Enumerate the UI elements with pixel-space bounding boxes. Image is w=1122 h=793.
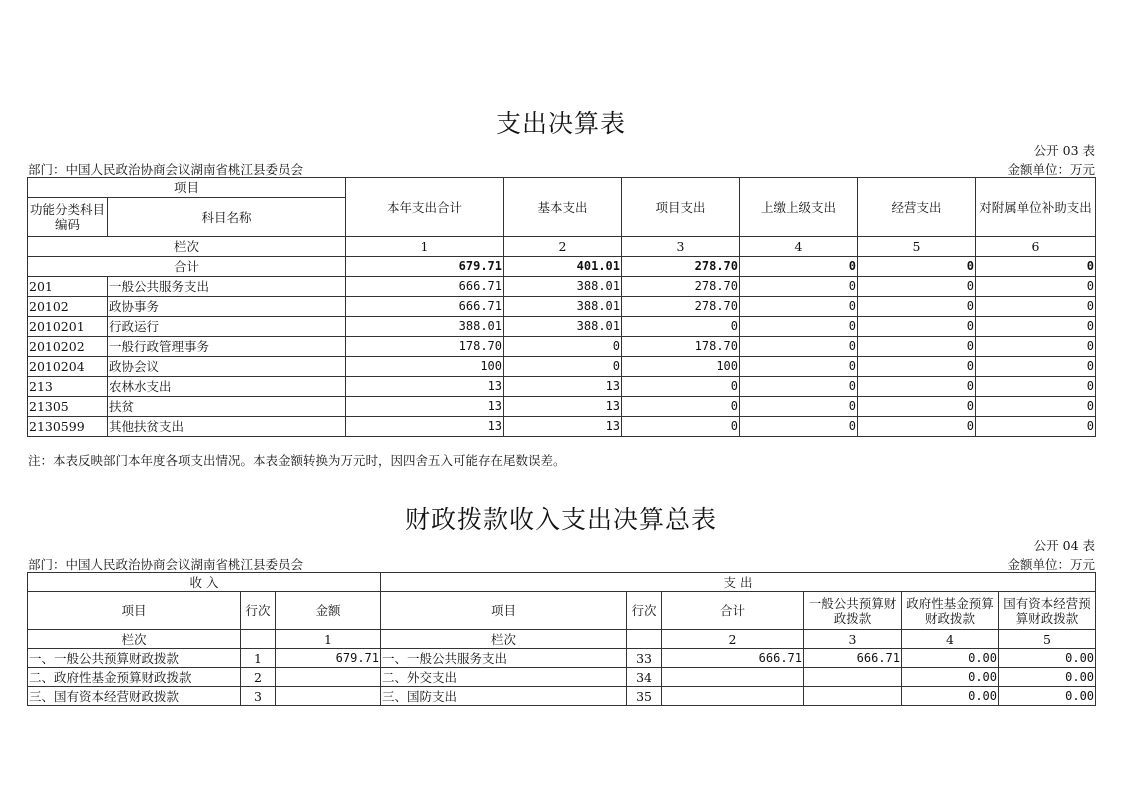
cell-value: 0 xyxy=(858,257,976,277)
income-line: 2 xyxy=(241,668,276,687)
cell-value: 0 xyxy=(740,317,858,337)
cell-value: 0 xyxy=(622,397,740,417)
header-subject-name: 科目名称 xyxy=(108,198,346,237)
header-state: 国有资本经营预算财政拨款 xyxy=(999,592,1096,630)
col-num: 5 xyxy=(858,237,976,257)
table2-department: 部门：中国人民政治协商会议湖南省桃江县委员会 xyxy=(28,557,304,572)
table1-body xyxy=(28,277,1096,437)
cell-value: 100 xyxy=(622,357,740,377)
col-num: 2 xyxy=(662,630,804,649)
func-code: 2130599 xyxy=(28,417,108,437)
expense-state: 0.00 xyxy=(999,687,1096,706)
cell-value: 278.70 xyxy=(622,257,740,277)
header-lanci: 栏次 xyxy=(28,237,346,257)
cell-value: 0 xyxy=(858,317,976,337)
cell-value: 679.71 xyxy=(346,257,504,277)
cell-value: 0 xyxy=(740,377,858,397)
expense-general: 666.71 xyxy=(804,649,902,668)
expense-total xyxy=(662,668,804,687)
cell-value: 0 xyxy=(740,417,858,437)
table2-code: 公开 04 表 xyxy=(1033,538,1095,553)
cell-value: 388.01 xyxy=(346,317,504,337)
header-item: 项目 xyxy=(28,178,346,198)
table-row xyxy=(28,357,1096,377)
cell-value: 0 xyxy=(976,317,1096,337)
cell-value: 388.01 xyxy=(504,297,622,317)
func-code: 2010202 xyxy=(28,337,108,357)
table2-title: 财政拨款收入支出决算总表 xyxy=(404,505,717,534)
cell-value: 13 xyxy=(504,377,622,397)
cell-value: 666.71 xyxy=(346,297,504,317)
table-row xyxy=(28,377,1096,397)
cell-value: 0 xyxy=(622,317,740,337)
expense-line: 33 xyxy=(627,649,662,668)
table1-unit: 金额单位：万元 xyxy=(1007,162,1095,177)
func-code: 2010201 xyxy=(28,317,108,337)
cell-value: 13 xyxy=(346,417,504,437)
header-expense: 支 出 xyxy=(381,573,1096,592)
cell-value: 0 xyxy=(976,297,1096,317)
header-fund: 政府性基金预算财政拨款 xyxy=(902,592,999,630)
header-subsidy: 对附属单位补助支出 xyxy=(976,178,1096,237)
subject-name: 扶贫 xyxy=(108,397,346,417)
cell-value: 0 xyxy=(858,297,976,317)
cell-value: 0 xyxy=(740,397,858,417)
func-code: 20102 xyxy=(28,297,108,317)
sum-row xyxy=(28,257,1096,277)
income-item: 三、国有资本经营财政拨款 xyxy=(28,687,241,706)
subject-name: 政协会议 xyxy=(108,357,346,377)
cell-value: 0 xyxy=(740,337,858,357)
cell-value: 0 xyxy=(740,277,858,297)
expense-state: 0.00 xyxy=(999,668,1096,687)
expense-fund: 0.00 xyxy=(902,687,999,706)
col-num: 1 xyxy=(276,630,381,649)
func-code: 213 xyxy=(28,377,108,397)
table-row xyxy=(28,277,1096,297)
subject-name: 政协事务 xyxy=(108,297,346,317)
cell-value: 13 xyxy=(346,377,504,397)
header-func-code: 功能分类科目编码 xyxy=(28,198,108,237)
cell-value: 0 xyxy=(858,397,976,417)
table-row xyxy=(28,397,1096,417)
expense-item: 二、外交支出 xyxy=(381,668,627,687)
cell-value: 0 xyxy=(858,357,976,377)
header-line: 行次 xyxy=(241,592,276,630)
cell-value: 0 xyxy=(740,297,858,317)
subject-name: 一般行政管理事务 xyxy=(108,337,346,357)
col-num-empty xyxy=(627,630,662,649)
expense-item: 一、一般公共服务支出 xyxy=(381,649,627,668)
cell-value: 0 xyxy=(504,337,622,357)
header-item: 项目 xyxy=(28,592,241,630)
cell-value: 0 xyxy=(976,337,1096,357)
cell-value: 13 xyxy=(346,397,504,417)
col-num: 5 xyxy=(999,630,1096,649)
table-row xyxy=(28,417,1096,437)
cell-value: 0 xyxy=(976,397,1096,417)
cell-value: 13 xyxy=(504,417,622,437)
header-project: 项目支出 xyxy=(622,178,740,237)
cell-value: 0 xyxy=(622,417,740,437)
expense-total: 666.71 xyxy=(662,649,804,668)
header-amount: 金额 xyxy=(276,592,381,630)
cell-value: 0 xyxy=(976,417,1096,437)
fiscal-summary-table xyxy=(27,572,1096,706)
header-line2: 行次 xyxy=(627,592,662,630)
table-row xyxy=(28,687,1096,706)
col-num: 4 xyxy=(902,630,999,649)
cell-value: 278.70 xyxy=(622,297,740,317)
expense-total xyxy=(662,687,804,706)
table1-code: 公开 03 表 xyxy=(1033,143,1095,158)
sum-label: 合计 xyxy=(28,257,346,277)
cell-value: 0 xyxy=(858,377,976,397)
cell-value: 0 xyxy=(976,377,1096,397)
expense-item: 三、国防支出 xyxy=(381,687,627,706)
expense-line: 35 xyxy=(627,687,662,706)
cell-value: 388.01 xyxy=(504,277,622,297)
header-lanci2: 栏次 xyxy=(381,630,627,649)
header-item2: 项目 xyxy=(381,592,627,630)
header-basic: 基本支出 xyxy=(504,178,622,237)
header-income: 收 入 xyxy=(28,573,381,592)
table-row xyxy=(28,668,1096,687)
cell-value: 0 xyxy=(740,257,858,277)
col-num: 6 xyxy=(976,237,1096,257)
header-general: 一般公共预算财政拨款 xyxy=(804,592,902,630)
cell-value: 0 xyxy=(740,357,858,377)
income-item: 一、一般公共预算财政拨款 xyxy=(28,649,241,668)
header-total: 本年支出合计 xyxy=(346,178,504,237)
table2-body xyxy=(28,649,1096,706)
expense-line: 34 xyxy=(627,668,662,687)
cell-value: 0 xyxy=(858,277,976,297)
table-row xyxy=(28,337,1096,357)
header-total: 合计 xyxy=(662,592,804,630)
subject-name: 一般公共服务支出 xyxy=(108,277,346,297)
cell-value: 0 xyxy=(976,257,1096,277)
table-row xyxy=(28,649,1096,668)
cell-value: 0 xyxy=(858,417,976,437)
header-business: 经营支出 xyxy=(858,178,976,237)
cell-value: 178.70 xyxy=(622,337,740,357)
table1-title: 支出决算表 xyxy=(495,109,626,138)
cell-value: 178.70 xyxy=(346,337,504,357)
expense-fund: 0.00 xyxy=(902,668,999,687)
subject-name: 农林水支出 xyxy=(108,377,346,397)
expenditure-table xyxy=(27,177,1096,437)
header-upper: 上缴上级支出 xyxy=(740,178,858,237)
cell-value: 13 xyxy=(504,397,622,417)
table1-note: 注：本表反映部门本年度各项支出情况。本表金额转换为万元时，因四舍五入可能存在尾数误差。 xyxy=(28,453,566,468)
income-line: 3 xyxy=(241,687,276,706)
table2-unit: 金额单位：万元 xyxy=(1007,557,1095,572)
expense-fund: 0.00 xyxy=(902,649,999,668)
func-code: 2010204 xyxy=(28,357,108,377)
table1-department: 部门：中国人民政治协商会议湖南省桃江县委员会 xyxy=(28,162,304,177)
cell-value: 278.70 xyxy=(622,277,740,297)
subject-name: 行政运行 xyxy=(108,317,346,337)
cell-value: 666.71 xyxy=(346,277,504,297)
col-num: 4 xyxy=(740,237,858,257)
header-lanci: 栏次 xyxy=(28,630,241,649)
income-line: 1 xyxy=(241,649,276,668)
income-amount: 679.71 xyxy=(276,649,381,668)
col-num: 3 xyxy=(804,630,902,649)
income-amount xyxy=(276,687,381,706)
func-code: 21305 xyxy=(28,397,108,417)
expense-state: 0.00 xyxy=(999,649,1096,668)
cell-value: 0 xyxy=(504,357,622,377)
expense-general xyxy=(804,687,902,706)
cell-value: 401.01 xyxy=(504,257,622,277)
income-item: 二、政府性基金预算财政拨款 xyxy=(28,668,241,687)
subject-name: 其他扶贫支出 xyxy=(108,417,346,437)
cell-value: 0 xyxy=(858,337,976,357)
table-row xyxy=(28,317,1096,337)
col-num: 1 xyxy=(346,237,504,257)
cell-value: 388.01 xyxy=(504,317,622,337)
col-num: 2 xyxy=(504,237,622,257)
cell-value: 0 xyxy=(976,357,1096,377)
income-amount xyxy=(276,668,381,687)
cell-value: 100 xyxy=(346,357,504,377)
col-num-empty xyxy=(241,630,276,649)
func-code: 201 xyxy=(28,277,108,297)
cell-value: 0 xyxy=(622,377,740,397)
expense-general xyxy=(804,668,902,687)
col-num: 3 xyxy=(622,237,740,257)
cell-value: 0 xyxy=(976,277,1096,297)
table-row xyxy=(28,297,1096,317)
